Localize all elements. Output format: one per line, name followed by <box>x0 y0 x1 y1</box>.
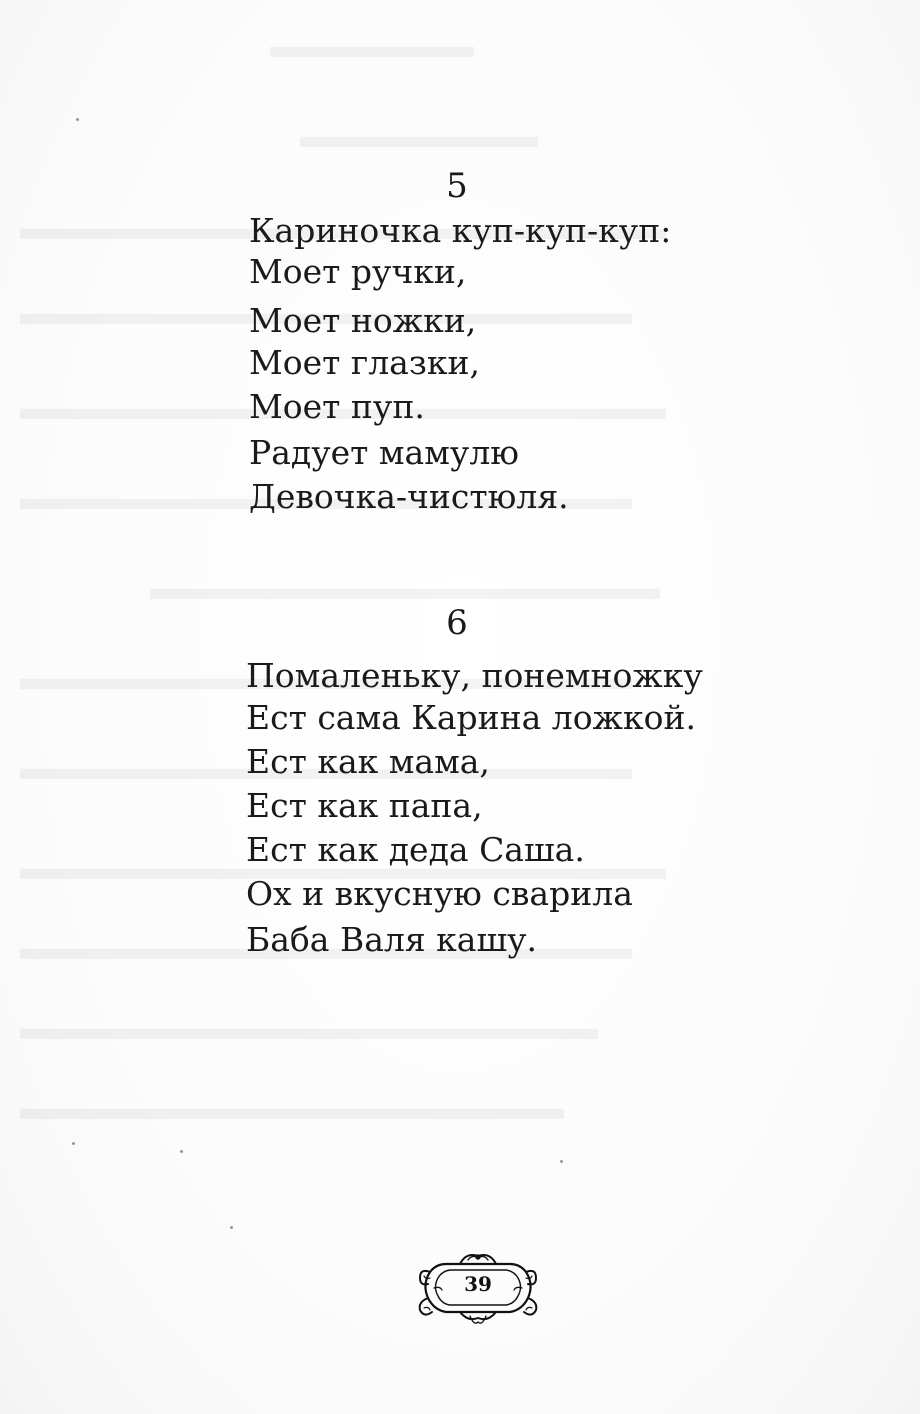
page-number-ornament <box>416 1246 540 1330</box>
poem-line: Ох и вкусную сварила <box>246 874 633 913</box>
page-number: 39 <box>464 1272 492 1296</box>
poem-line: Ест как мама, <box>246 742 490 781</box>
dust-speck <box>76 118 79 121</box>
dust-speck <box>180 1150 183 1153</box>
poem-line: Моет ножки, <box>249 301 477 340</box>
dust-speck <box>560 1160 563 1163</box>
poem-line: Помаленьку, понемножку <box>246 656 703 695</box>
dust-speck <box>72 1142 75 1145</box>
poem-line: Моет пуп. <box>249 387 425 426</box>
poem-line: Моет ручки, <box>249 252 467 291</box>
poem-number: 5 <box>446 166 468 206</box>
dust-speck <box>230 1226 233 1229</box>
poem-line: Девочка-чистюля. <box>249 477 569 516</box>
poem-number: 6 <box>446 603 468 643</box>
poem-line: Ест сама Карина ложкой. <box>246 698 696 737</box>
poem-line: Баба Валя кашу. <box>246 920 538 959</box>
poem-line: Кариночка куп-куп-куп: <box>249 211 672 250</box>
poem-line: Моет глазки, <box>249 343 480 382</box>
poem-line: Ест как деда Саша. <box>246 830 585 869</box>
poem-line: Ест как папа, <box>246 786 483 825</box>
poem-line: Радует мамулю <box>249 433 520 472</box>
